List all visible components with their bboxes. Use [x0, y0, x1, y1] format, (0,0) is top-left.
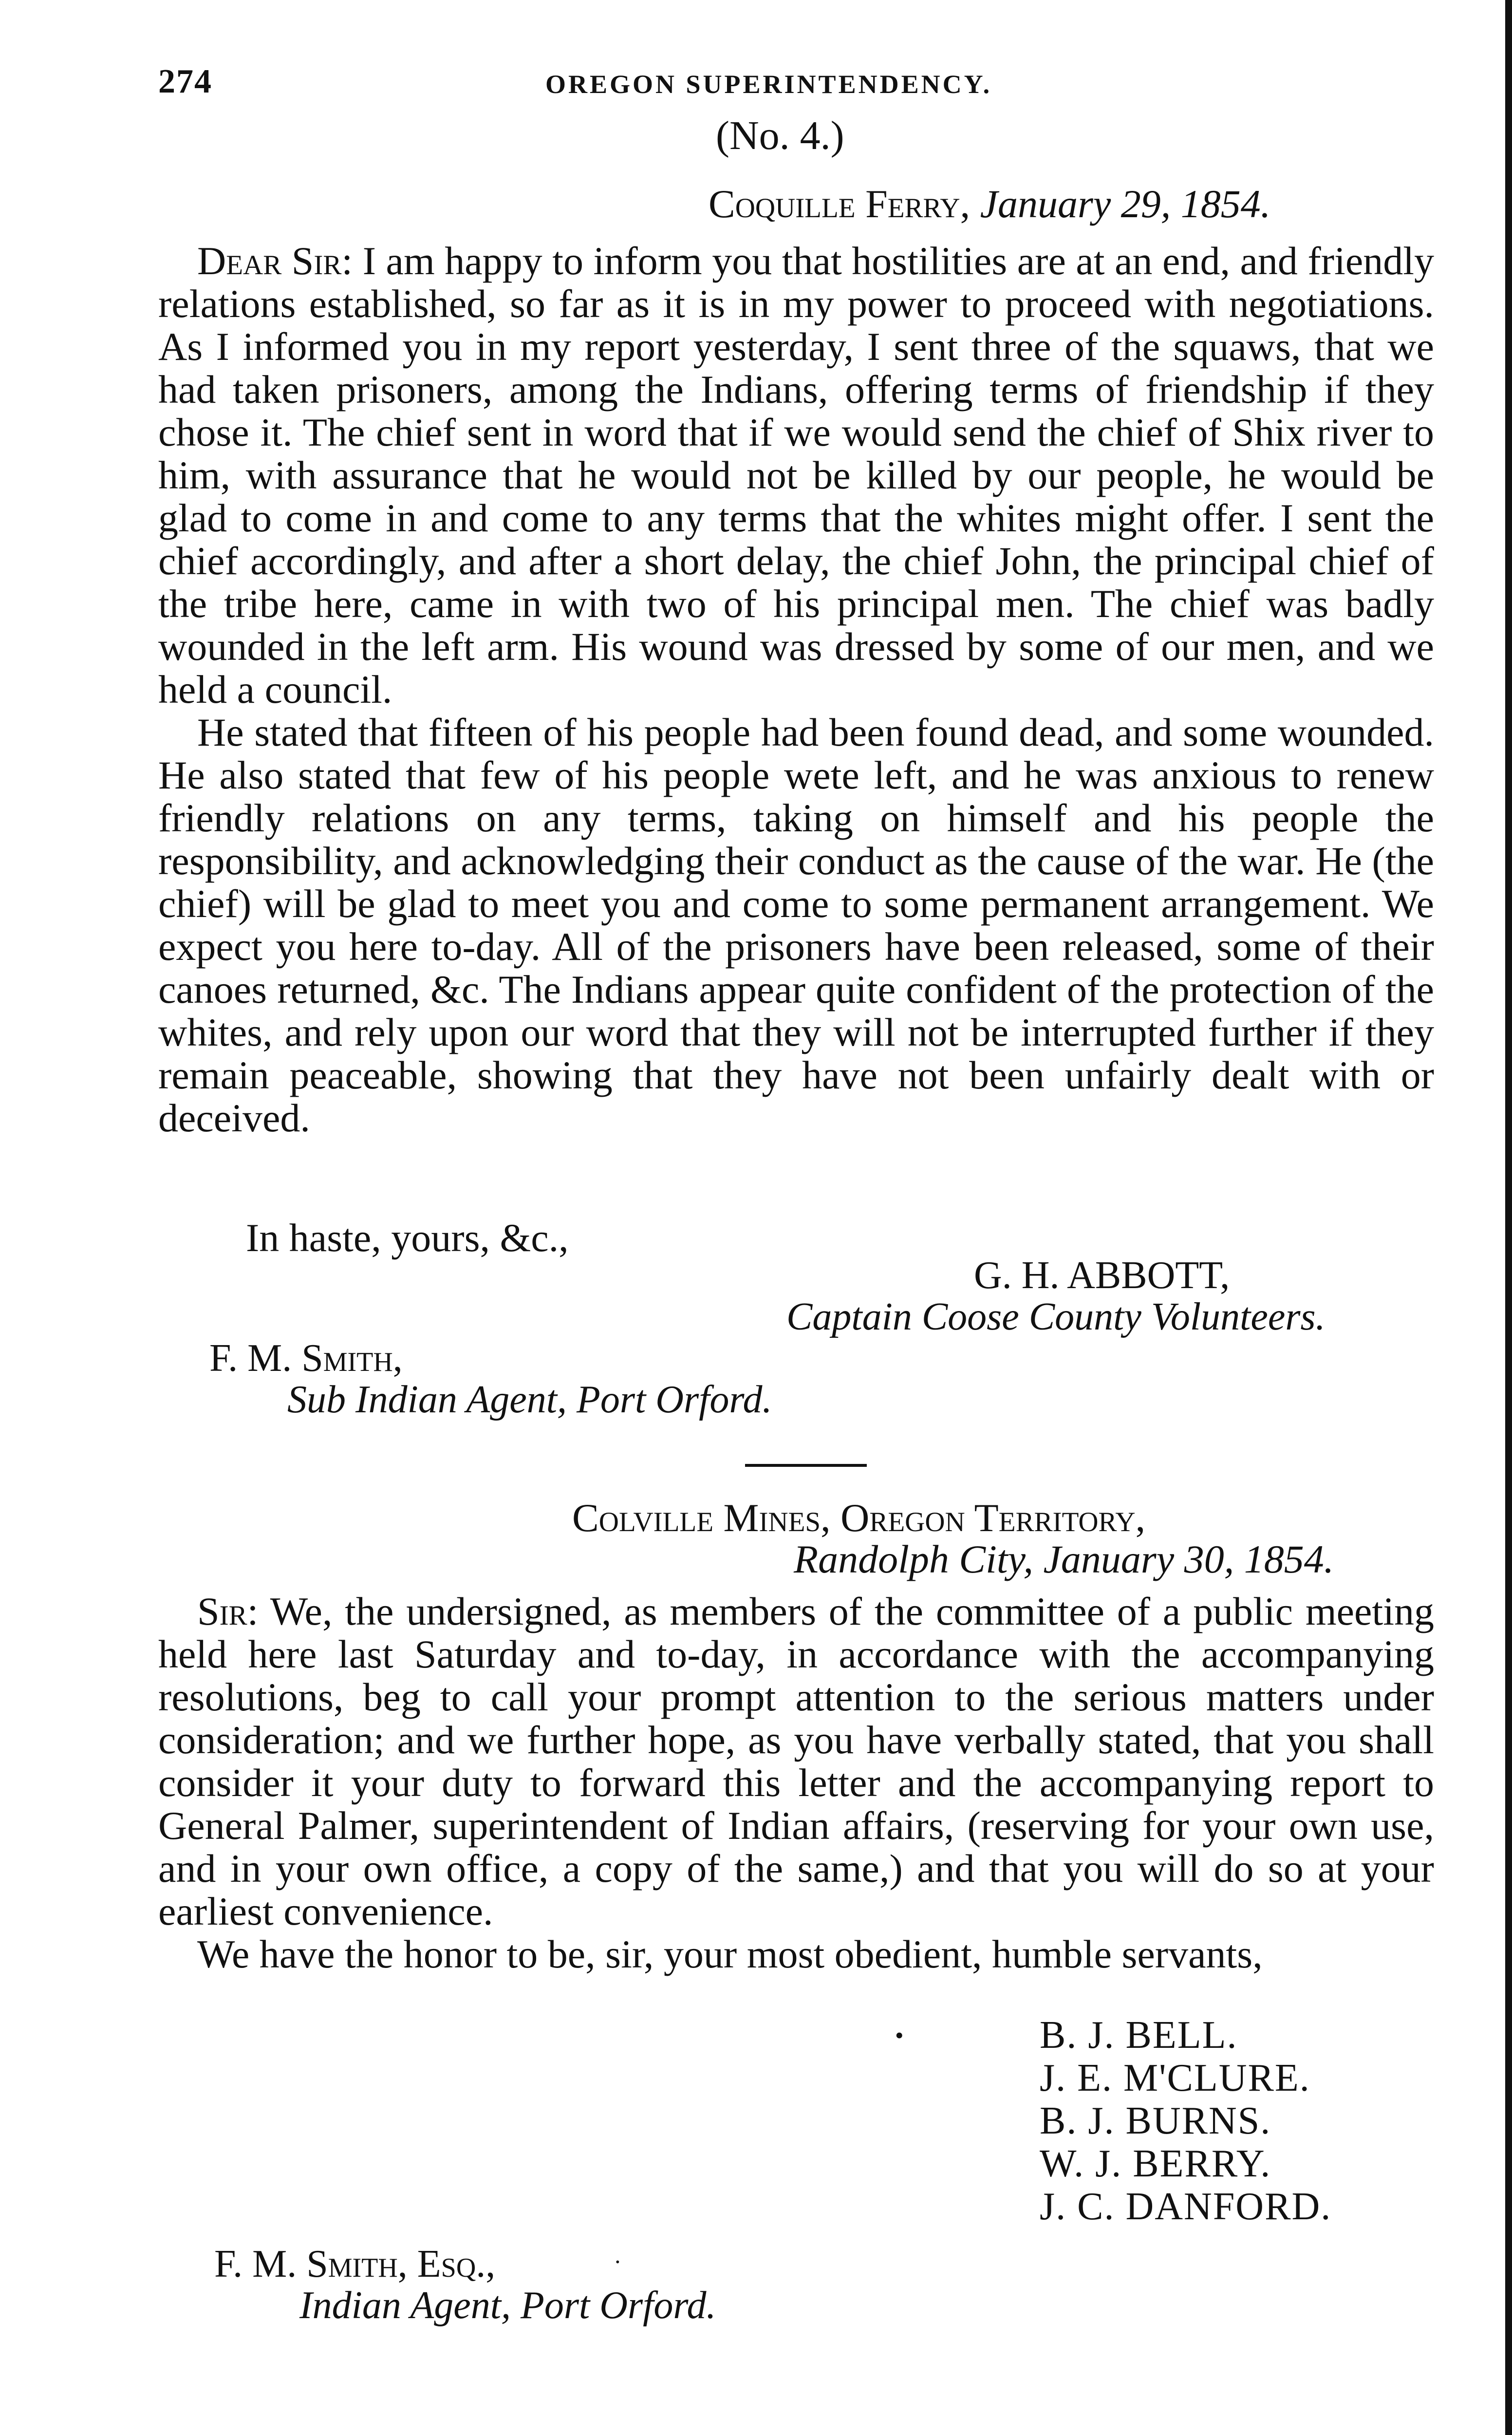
letter2-recipient-title: Indian Agent, Port Orford.: [299, 2284, 716, 2327]
letter2-place: Colville Mines, Oregon Territory,: [572, 1496, 1146, 1540]
letter1-recipient-title: Sub Indian Agent, Port Orford.: [287, 1378, 772, 1421]
stray-dot-mark: ·: [614, 2248, 622, 2275]
letter1-place: Coquille Ferry,: [709, 182, 971, 226]
page-number: 274: [158, 63, 212, 100]
letter1-date: January 29, 1854.: [980, 182, 1271, 226]
letter1-paragraph1-text: I am happy to inform you that hostilities are at an end, and friendly relations established, so far as it is in my power to proceed with negotiations. As I informed you in my report yesterday, I sent three of the squaws, that we had taken prisoners, among the Indians, offering terms of friendship if they chose it. The chief sent in word that if we would send the chief of Shix river to him, with assurance that he would not be killed by our people, he would be glad to come in and come to any terms that the whites might offer. I sent the chief accordingly, and after a short delay, the chief John, the principal chief of the tribe here, came in with two of his principal men. The chief was badly wounded in the left arm. His wound was dressed by some of our men, and we held a council.: [158, 239, 1435, 712]
letter1-signer-name: G. H. ABBOTT,: [974, 1254, 1230, 1297]
letter2-paragraph: [158, 1590, 1434, 1933]
letter2-paragraph2-text: We have the honor to be, sir, your most obedient, humble servants,: [197, 1932, 1263, 1976]
stray-dot-mark: •: [895, 2022, 904, 2049]
letter1-paragraph: [158, 711, 1434, 1140]
letter2-body: [158, 1590, 1434, 1976]
letter2-salutation: Sir:: [197, 1589, 259, 1633]
letter2-recipient-name: F. M. Smith, Esq.,: [214, 2243, 496, 2285]
signer-name: J. C. DANFORD.: [1040, 2185, 1332, 2228]
running-header: [158, 62, 1434, 111]
letter1-body: [158, 240, 1434, 1140]
letter-number: (No. 4.): [716, 113, 844, 158]
letter1-paragraph: [158, 240, 1434, 711]
letter2-paragraph: [158, 1933, 1434, 1976]
running-title: OREGON SUPERINTENDENCY.: [545, 70, 992, 99]
letter1-signer-title: Captain Coose County Volunteers.: [786, 1295, 1325, 1338]
letter1-dateline: [709, 181, 1270, 227]
letter1-closing: In haste, yours, &c.,: [246, 1216, 569, 1260]
letter2-paragraph1-text: We, the undersigned, as members of the committee of a public meeting held here last Saturday and to-day, in accordance with the accompanying resolutions, beg to call your prompt attention to the serious matters under consideration; and we further hope, as you have verbally stated, that you shall consider it your duty to forward this letter and the accompanying report to General Palmer, superintendent of Indian affairs, (reserving for your own use, and in your own office, a copy of the same,) and that you will do so at your earliest convenience.: [158, 1589, 1434, 1933]
letter2-date: January 30, 1854.: [1043, 1537, 1334, 1581]
signer-name: W. J. BERRY.: [1040, 2142, 1271, 2185]
letter1-salutation: Dear Sir:: [197, 239, 353, 283]
letter2-place-city: Randolph City,: [794, 1537, 1033, 1581]
letter1-recipient-name: F. M. Smith,: [209, 1337, 403, 1380]
signer-name: B. J. BELL.: [1040, 2014, 1238, 2057]
signer-name: J. E. M'CLURE.: [1040, 2057, 1310, 2099]
section-divider-rule: [745, 1464, 867, 1467]
letter2-signer-list: [1040, 2014, 1331, 2228]
letter2-dateline: [794, 1536, 1334, 1582]
scan-edge-right: [1505, 0, 1512, 2435]
signer-name: B. J. BURNS.: [1040, 2099, 1271, 2142]
letter1-paragraph2-text: He stated that fifteen of his people had been found dead, and some wounded. He also stated that few of his people wete left, and he was anxious to renew friendly relations on any terms, taking on himself and his people the responsibility, and acknowledging their conduct as the cause of the war. He (the chief) will be glad to meet you and come to some permanent arrangement. We expect you here to-day. All of the prisoners have been released, some of their canoes returned, &c. The Indians appear quite confident of the protection of the whites, and rely upon our word that they will not be interrupted further if they remain peaceable, showing that they have not been unfairly dealt with or deceived.: [158, 710, 1434, 1140]
